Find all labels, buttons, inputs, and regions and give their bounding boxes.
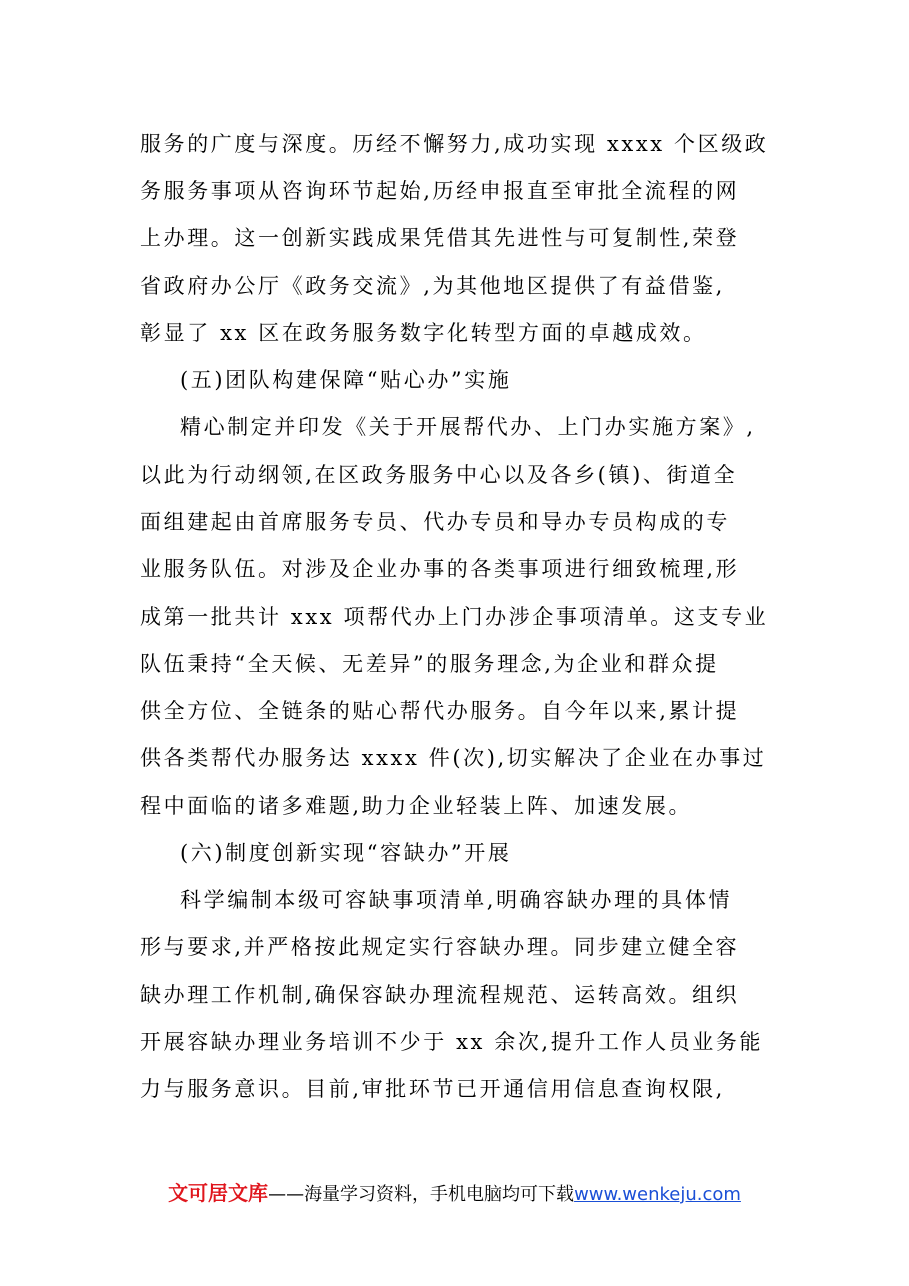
body-line: 业服务队伍。对涉及企业办事的各类事项进行细致梳理,形 [140,557,740,581]
body-line: 力与服务意识。目前,审批环节已开通信用信息查询权限, [140,1077,725,1101]
body-line: 服务的广度与深度。历经不懈努力,成功实现 xxxx 个区级政 [140,132,769,156]
body-line: 彰显了 xx 区在政务服务数字化转型方面的卓越成效。 [140,321,707,345]
body-line: 精心制定并印发《关于开展帮代办、上门办实施方案》, [180,415,756,439]
body-line: 形与要求,并严格按此规定实行容缺办理。同步建立健全容 [140,935,740,959]
body-line: 开展容缺办理业务培训不少于 xx 余次,提升工作人员业务能 [140,1030,764,1054]
brand-name: 文可居文库 [168,1181,269,1205]
footer-watermark [0,1183,909,1204]
body-line: 供全方位、全链条的贴心帮代办服务。自今年以来,累计提 [140,699,740,723]
section-heading-5: (五)团队构建保障“贴心办”实施 [180,368,512,392]
footer-tagline: 海量学习资料，手机电脑均可下载 [304,1184,575,1205]
footer-separator: —— [268,1184,305,1205]
body-line: 缺办理工作机制,确保容缺办理流程规范、运转高效。组织 [140,983,740,1007]
section-heading-6: (六)制度创新实现“容缺办”开展 [180,841,512,865]
body-line: 省政府办公厅《政务交流》,为其他地区提供了有益借鉴, [140,274,725,298]
body-line: 面组建起由首席服务专员、代办专员和导办专员构成的专 [140,510,730,534]
body-line: 上办理。这一创新实践成果凭借其先进性与可复制性,荣登 [140,226,740,250]
body-line: 务服务事项从咨询环节起始,历经申报直至审批全流程的网 [140,179,740,203]
body-line: 成第一批共计 xxx 项帮代办上门办涉企事项清单。这支专业 [140,605,769,629]
body-line: 程中面临的诸多难题,助力企业轻装上阵、加速发展。 [140,794,693,818]
body-line: 以此为行动纲领,在区政务服务中心以及各乡(镇)、街道全 [140,463,738,487]
body-line: 供各类帮代办服务达 xxxx 件(次),切实解决了企业在办事过 [140,746,767,770]
body-line: 科学编制本级可容缺事项清单,明确容缺办理的具体情 [180,888,733,912]
body-line: 队伍秉持“全天候、无差异”的服务理念,为企业和群众提 [140,652,719,676]
website-link[interactable]: www.wenkeju.com [574,1184,741,1205]
